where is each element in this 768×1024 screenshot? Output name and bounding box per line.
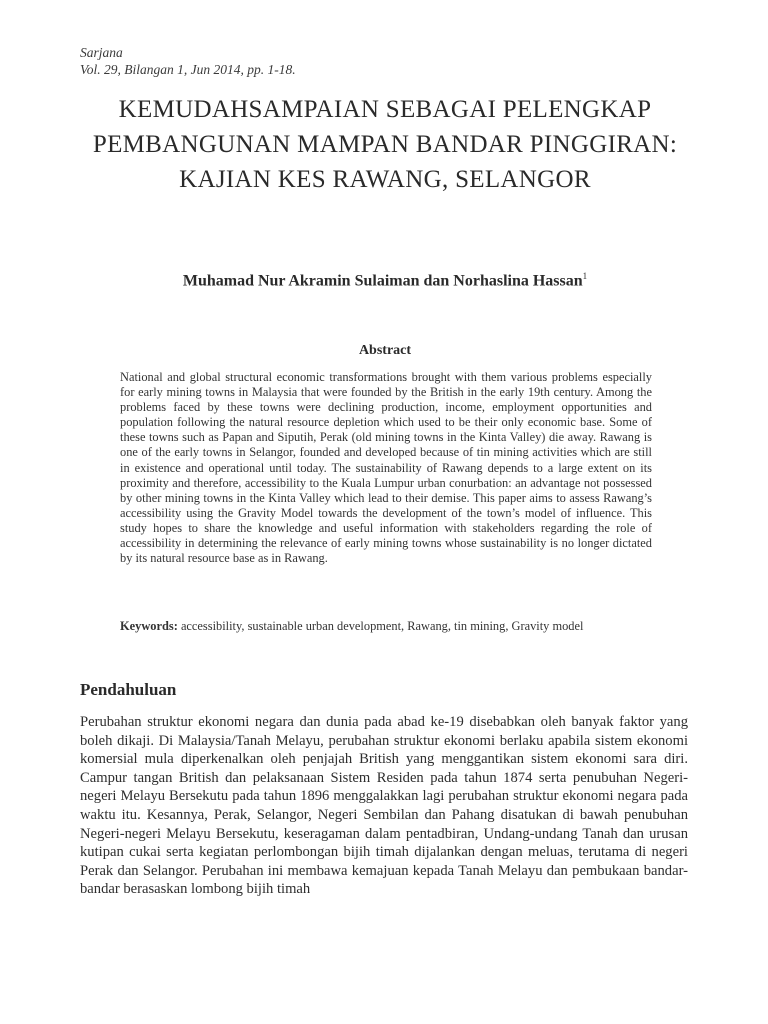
section-heading: Pendahuluan [80,680,177,699]
author-names: Muhamad Nur Akramin Sulaiman dan Norhaslina Hassan [182,272,583,290]
journal-name: Sarjana [80,45,123,60]
abstract-text: National and global structural economic transformations brought with them various problems especially for early mining towns in Malaysia that were founded by the British in the early 19th century. Among the problems faced by these towns were declining production, income, employment opportunities and population following the natural resource depletion which used to be their only economic base. Some of these towns such as Papan and Siputih, Perak (old mining towns in the Kinta Valley) die away. Rawang is one of the early towns in Selangor, founded and developed because of tin mining activities which are still in existence and operational until today. The sustainability of Rawang depends to a large extent on its proximity and therefore, accessibility to the Kuala Lumpur urban conurbation: an advantage not possessed by other mining towns in the Kinta Valley which lead to their demise. This paper aims to assess Rawang’s accessibility using the Gravity Model towards the development of the town’s model of influence. This study hopes to share the knowledge and useful information with stakeholders regarding the role of accessibility in determining the relevance of early mining towns whose sustainability is no longer dictated by its natural resource base as in Rawang. [120,370,652,566]
keywords-label: Keywords: [120,619,178,633]
paper-title: KEMUDAHSAMPAIAN SEBAGAI PELENGKAP PEMBANGUNAN MAMPAN BANDAR PINGGIRAN: KAJIAN KES RAWANG, SELANGOR [92,96,678,193]
journal-citation [80,44,296,78]
volume-line: Vol. 29, Bilangan 1, Jun 2014, pp. 1-18. [80,62,296,77]
section-body: Perubahan struktur ekonomi negara dan dunia pada abad ke-19 disebabkan oleh banyak faktor yang boleh dikaji. Di Malaysia/Tanah Melayu, perubahan struktur ekonomi berlaku apabila sistem ekonomi komersial mula diperkenalkan oleh penjajah British yang menggantikan sistem ekonomi sara diri. Campur tangan British dan pelaksanaan Sistem Residen pada tahun 1874 serta penubuhan Negeri-negeri Melayu Bersekutu pada tahun 1896 menggalakkan lagi perubahan struktur ekonomi negara pada waktu itu. Kesannya, Perak, Selangor, Negeri Sembilan dan Pahang disatukan di bawah penubuhan Negeri-negeri Melayu Bersekutu, keseragaman dalam pentadbiran, Undang-undang Tanah dan urusan kutipan cukai serta kegiatan perlombongan bijih timah dijalankan dengan meluas, terutama di negeri Perak dan Selangor. Perubahan ini membawa kemajuan kepada Tanah Melayu dan pembukaan bandar-bandar berasaskan lombong bijih timah [80,714,688,898]
author-line [80,271,690,290]
footnote-marker: 1 [582,271,588,281]
keywords-text: accessibility, sustainable urban development, Rawang, tin mining, Gravity model [180,619,584,633]
keywords [120,619,652,634]
abstract-heading: Abstract [358,343,412,358]
